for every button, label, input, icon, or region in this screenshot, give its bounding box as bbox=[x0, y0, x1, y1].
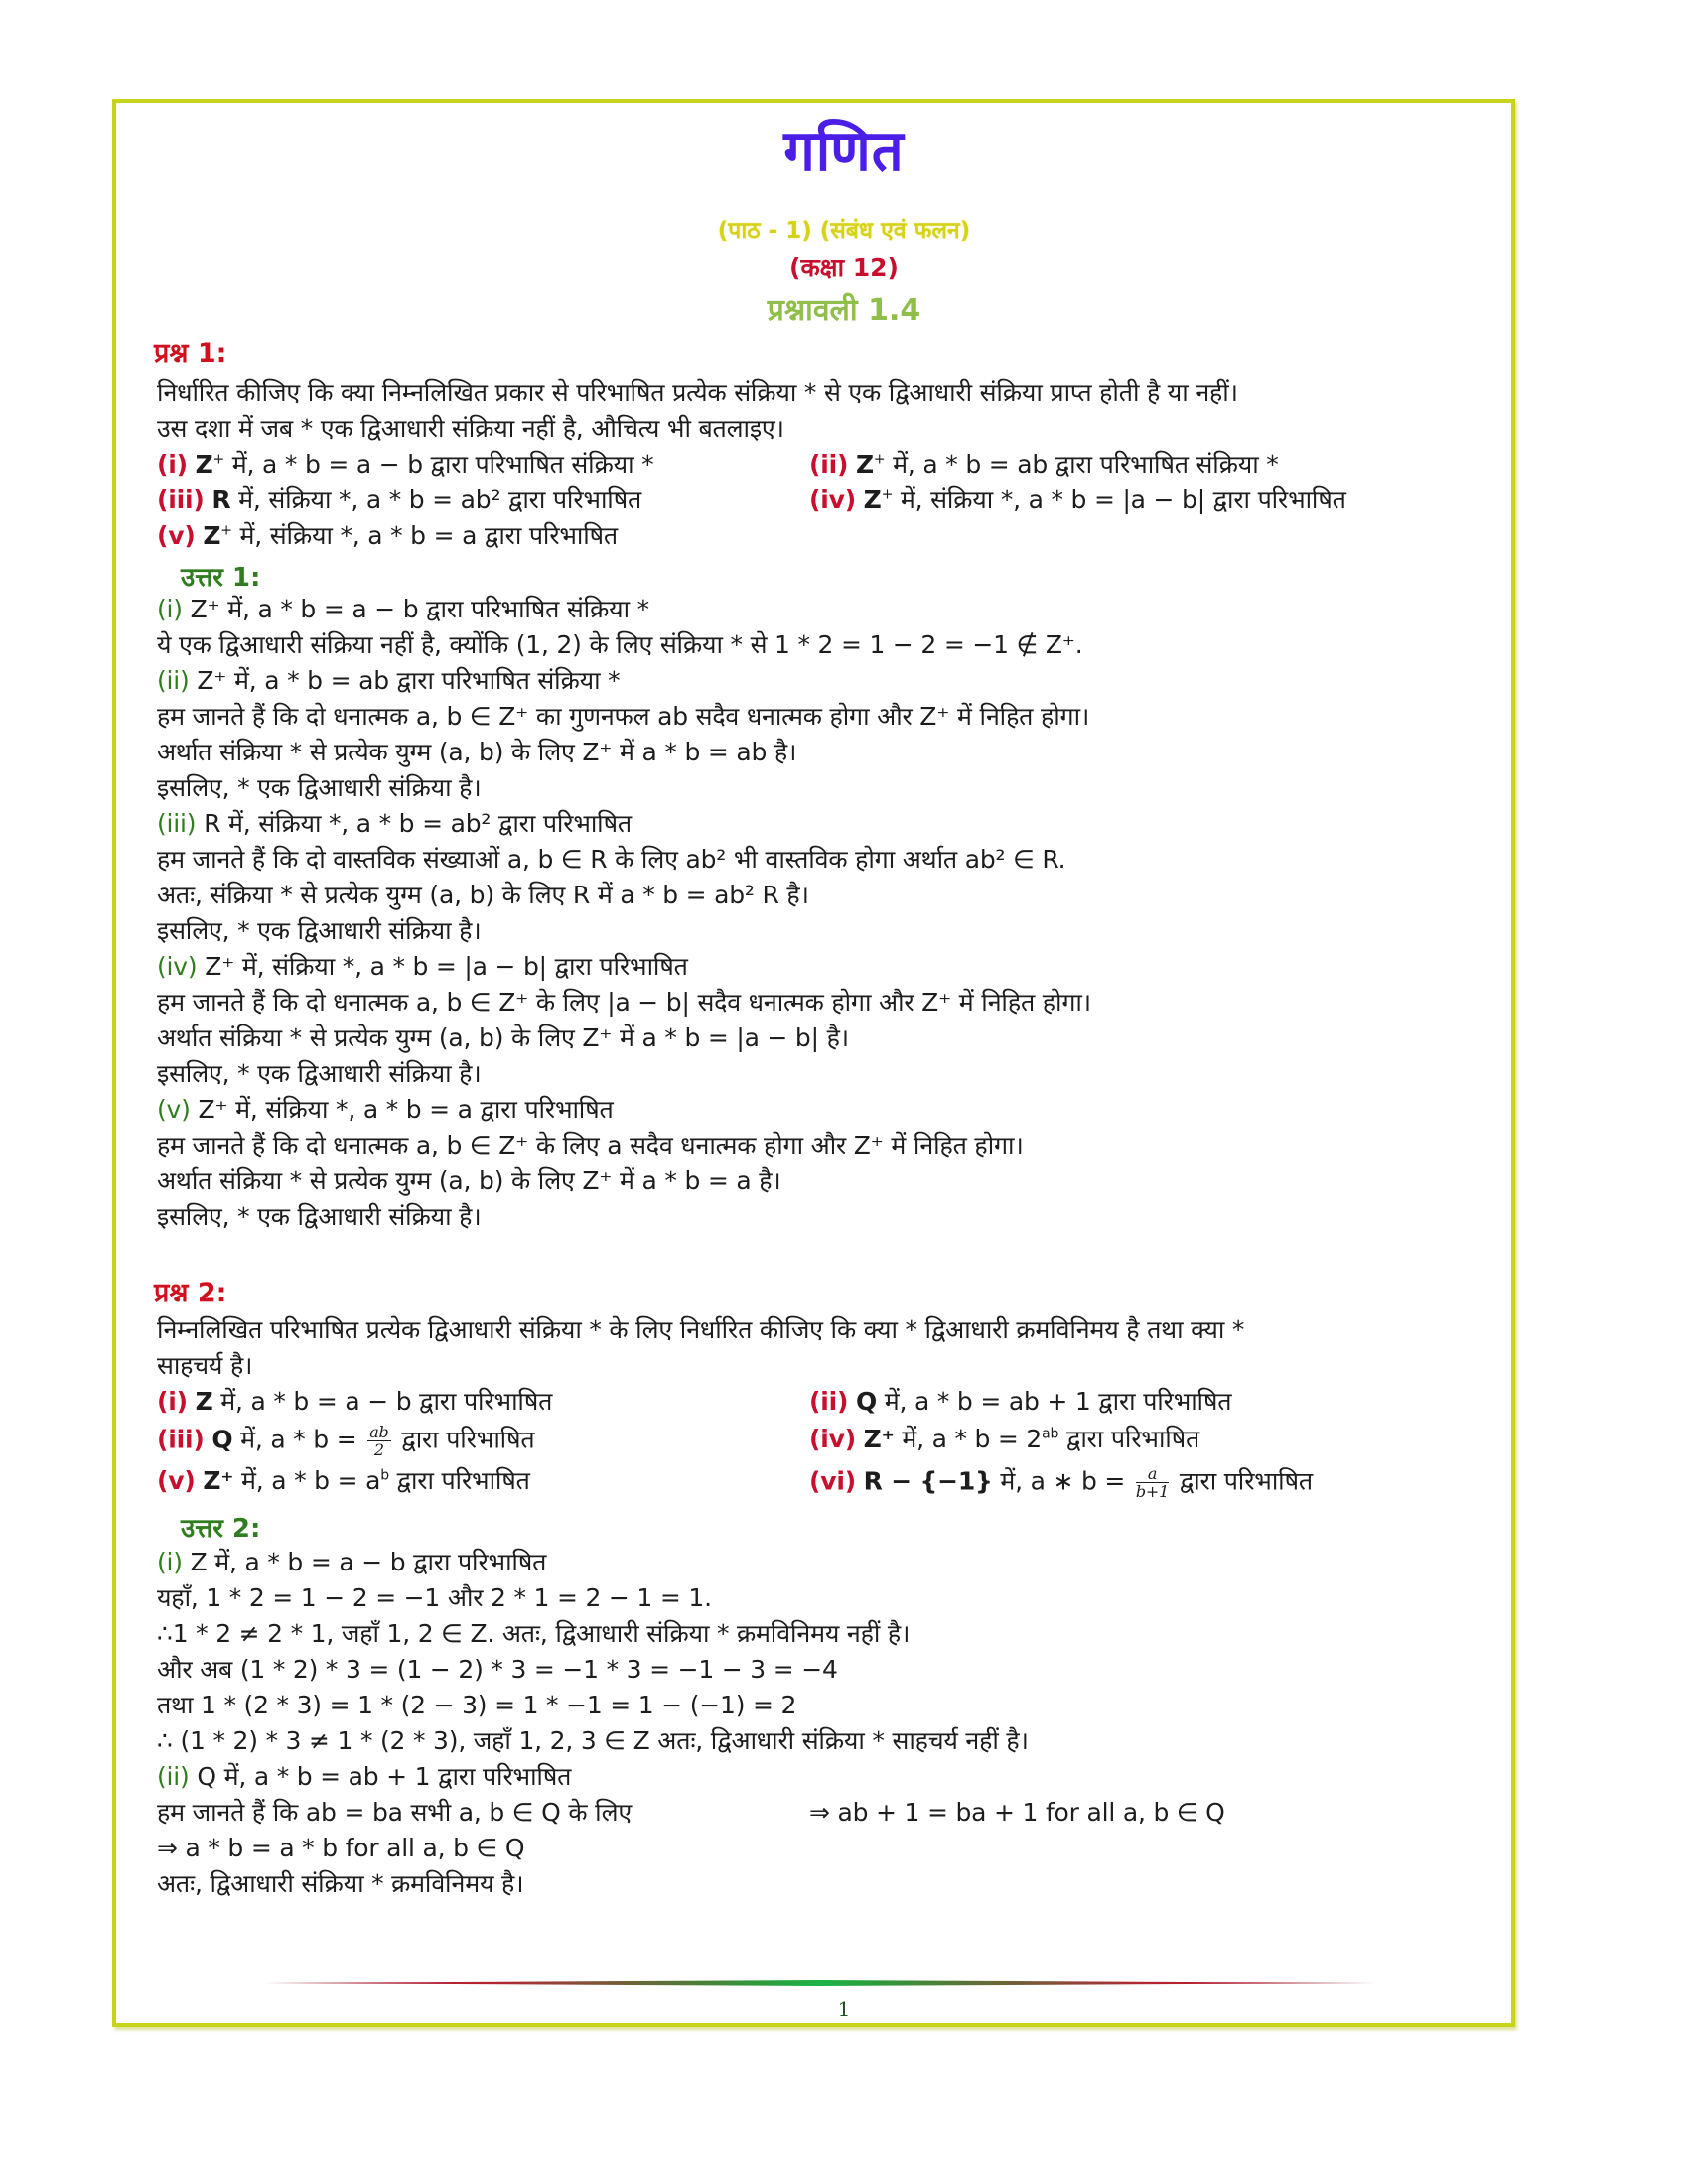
part-label: (ii) bbox=[809, 450, 849, 478]
answer-2-line: हम जानते हैं कि ab = ba सभी a, b ∈ Q के लिए bbox=[157, 1798, 632, 1827]
fraction: $\frac{ab}{2}$ bbox=[369, 1423, 389, 1459]
answer-1-line: ये एक द्विआधारी संक्रिया नहीं है, क्योंकि (1, 2) के लिए संक्रिया * से 1 * 2 = 1 − 2 = −1 ∉ Z⁺. bbox=[157, 630, 1083, 659]
answer-2-line: अतः, द्विआधारी संक्रिया * क्रमविनिमय है। bbox=[157, 1869, 524, 1898]
exercise-title: प्रश्नावली 1.4 bbox=[767, 293, 921, 328]
answer-2-line: ∴ (1 * 2) * 3 ≠ 1 * (2 * 3), जहाँ 1, 2, 3 ∈ Z अतः, द्विआधारी संक्रिया * साहचर्य नहीं है। bbox=[157, 1726, 1029, 1755]
answer-1-line: इसलिए, * एक द्विआधारी संक्रिया है। bbox=[157, 916, 482, 945]
answer-1-line: अर्थात संक्रिया * से प्रत्येक युग्म (a, b) के लिए Z⁺ में a * b = |a − b| है। bbox=[157, 1024, 849, 1052]
question-2-text: निम्नलिखित परिभाषित प्रत्येक द्विआधारी संक्रिया * के लिए निर्धारित कीजिए कि क्या * द्विआधारी क्रमविनिमय है तथा क्या * bbox=[157, 1315, 1245, 1344]
class-label: (कक्षा 12) bbox=[789, 253, 899, 282]
answer-1-line: अतः, संक्रिया * से प्रत्येक युग्म (a, b) के लिए R में a * b = ab² R है। bbox=[157, 881, 809, 909]
question-1-part: (i) Z+ में, a * b = a − b द्वारा परिभाषित संक्रिया * bbox=[157, 450, 654, 478]
question-1-text: निर्धारित कीजिए कि क्या निम्नलिखित प्रकार से परिभाषित प्रत्येक संक्रिया * से एक द्विआधारी संक्रिया प्राप्त होती है या नहीं। bbox=[157, 378, 1238, 407]
answer-1-part-header: (iii) R में, संक्रिया *, a * b = ab² द्वारा परिभाषित bbox=[157, 809, 632, 838]
question-1-part: (ii) Z+ में, a * b = ab द्वारा परिभाषित संक्रिया * bbox=[809, 450, 1279, 478]
question-2-part: (ii) Q में, a * b = ab + 1 द्वारा परिभाषित bbox=[809, 1387, 1232, 1416]
part-label: (v) bbox=[157, 521, 196, 550]
answer-1-part-header: (i) Z⁺ में, a * b = a − b द्वारा परिभाषित संक्रिया * bbox=[157, 595, 649, 623]
part-label: (i) bbox=[157, 450, 188, 478]
answer-2-line: ⇒ a * b = a * b for all a, b ∈ Q bbox=[157, 1834, 525, 1862]
question-1-part: (v) Z+ में, संक्रिया *, a * b = a द्वारा परिभाषित bbox=[157, 521, 618, 550]
question-2-part: (v) Z⁺ में, $a * b = a^b$ द्वारा परिभाषित bbox=[157, 1466, 530, 1495]
answer-2-line: ∴1 * 2 ≠ 2 * 1, जहाँ 1, 2 ∈ Z. अतः, द्विआधारी संक्रिया * क्रमविनिमय नहीं है। bbox=[157, 1619, 911, 1648]
question-2-heading: प्रश्न 2: bbox=[154, 1278, 227, 1308]
answer-2-part-header: (i) Z में, a * b = a − b द्वारा परिभाषित bbox=[157, 1548, 547, 1576]
answer-2-part-header: (ii) Q में, a * b = ab + 1 द्वारा परिभाषित bbox=[157, 1762, 572, 1791]
answer-2-heading: उत्तर 2: bbox=[181, 1514, 261, 1544]
part-label: (iii) bbox=[157, 485, 205, 514]
answer-1-part-header: (iv) Z⁺ में, संक्रिया *, a * b = |a − b| द्वारा परिभाषित bbox=[157, 952, 688, 981]
fraction: $\frac{a}{b+1}$ bbox=[1135, 1464, 1170, 1501]
answer-1-line: हम जानते हैं कि दो वास्तविक संख्याओं a, b ∈ R के लिए ab² भी वास्तविक होगा अर्थात ab² ∈ R. bbox=[157, 845, 1066, 874]
chapter-subtitle: (पाठ - 1) (संबंध एवं फलन) bbox=[717, 218, 971, 244]
answer-1-line: अर्थात संक्रिया * से प्रत्येक युग्म (a, b) के लिए Z⁺ में a * b = ab है। bbox=[157, 738, 797, 766]
answer-1-line: हम जानते हैं कि दो धनात्मक a, b ∈ Z⁺ के लिए a सदैव धनात्मक होगा और Z⁺ में निहित होगा। bbox=[157, 1131, 1024, 1160]
answer-2-line: ⇒ ab + 1 = ba + 1 for all a, b ∈ Q bbox=[809, 1798, 1225, 1827]
question-2-part: (vi) R − {−1} में, a ∗ b = $\frac{a}{b+1}$ द्वारा परिभाषित bbox=[809, 1464, 1313, 1501]
question-2-part: (i) Z में, a * b = a − b द्वारा परिभाषित bbox=[157, 1387, 553, 1416]
question-2-part: (iv) Z⁺ में, $a * b = 2^{ab}$ द्वारा परिभाषित bbox=[809, 1425, 1199, 1453]
answer-2-line: और अब (1 * 2) * 3 = (1 − 2) * 3 = −1 * 3 = −1 − 3 = −4 bbox=[157, 1655, 838, 1684]
question-2-text: साहचर्य है। bbox=[157, 1351, 253, 1380]
answer-1-line: हम जानते हैं कि दो धनात्मक a, b ∈ Z⁺ के लिए |a − b| सदैव धनात्मक होगा और Z⁺ में निहित होगा। bbox=[157, 988, 1091, 1017]
page-number: 1 bbox=[837, 1997, 851, 2021]
answer-1-line: इसलिए, * एक द्विआधारी संक्रिया है। bbox=[157, 773, 482, 802]
page-title: गणित bbox=[783, 119, 905, 184]
question-1-heading: प्रश्न 1: bbox=[154, 339, 227, 369]
answer-1-part-header: (v) Z⁺ में, संक्रिया *, a * b = a द्वारा परिभाषित bbox=[157, 1095, 614, 1124]
answer-2-line: यहाँ, 1 * 2 = 1 − 2 = −1 और 2 * 1 = 2 − 1 = 1. bbox=[157, 1583, 712, 1612]
answer-1-line: इसलिए, * एक द्विआधारी संक्रिया है। bbox=[157, 1202, 482, 1231]
answer-1-line: अर्थात संक्रिया * से प्रत्येक युग्म (a, b) के लिए Z⁺ में a * b = a है। bbox=[157, 1166, 781, 1195]
answer-1-line: इसलिए, * एक द्विआधारी संक्रिया है। bbox=[157, 1059, 482, 1088]
part-label: (iv) bbox=[809, 485, 856, 514]
answer-1-line: हम जानते हैं कि दो धनात्मक a, b ∈ Z⁺ का गुणनफल ab सदैव धनात्मक होगा और Z⁺ में निहित होगा। bbox=[157, 702, 1090, 731]
question-1-part: (iv) Z+ में, संक्रिया *, a * b = |a − b| द्वारा परिभाषित bbox=[809, 485, 1346, 514]
question-2-part: (iii) Q में, a * b = $\frac{ab}{2}$ द्वारा परिभाषित bbox=[157, 1423, 535, 1459]
answer-1-heading: उत्तर 1: bbox=[181, 563, 261, 593]
answer-1-part-header: (ii) Z⁺ में, a * b = ab द्वारा परिभाषित संक्रिया * bbox=[157, 666, 621, 695]
answer-2-line: तथा 1 * (2 * 3) = 1 * (2 − 3) = 1 * −1 = 1 − (−1) = 2 bbox=[157, 1691, 797, 1719]
question-1-part: (iii) R में, संक्रिया *, a * b = ab² द्वारा परिभाषित bbox=[157, 485, 642, 514]
question-1-text: उस दशा में जब * एक द्विआधारी संक्रिया नहीं है, औचित्य भी बतलाइए। bbox=[157, 414, 784, 443]
